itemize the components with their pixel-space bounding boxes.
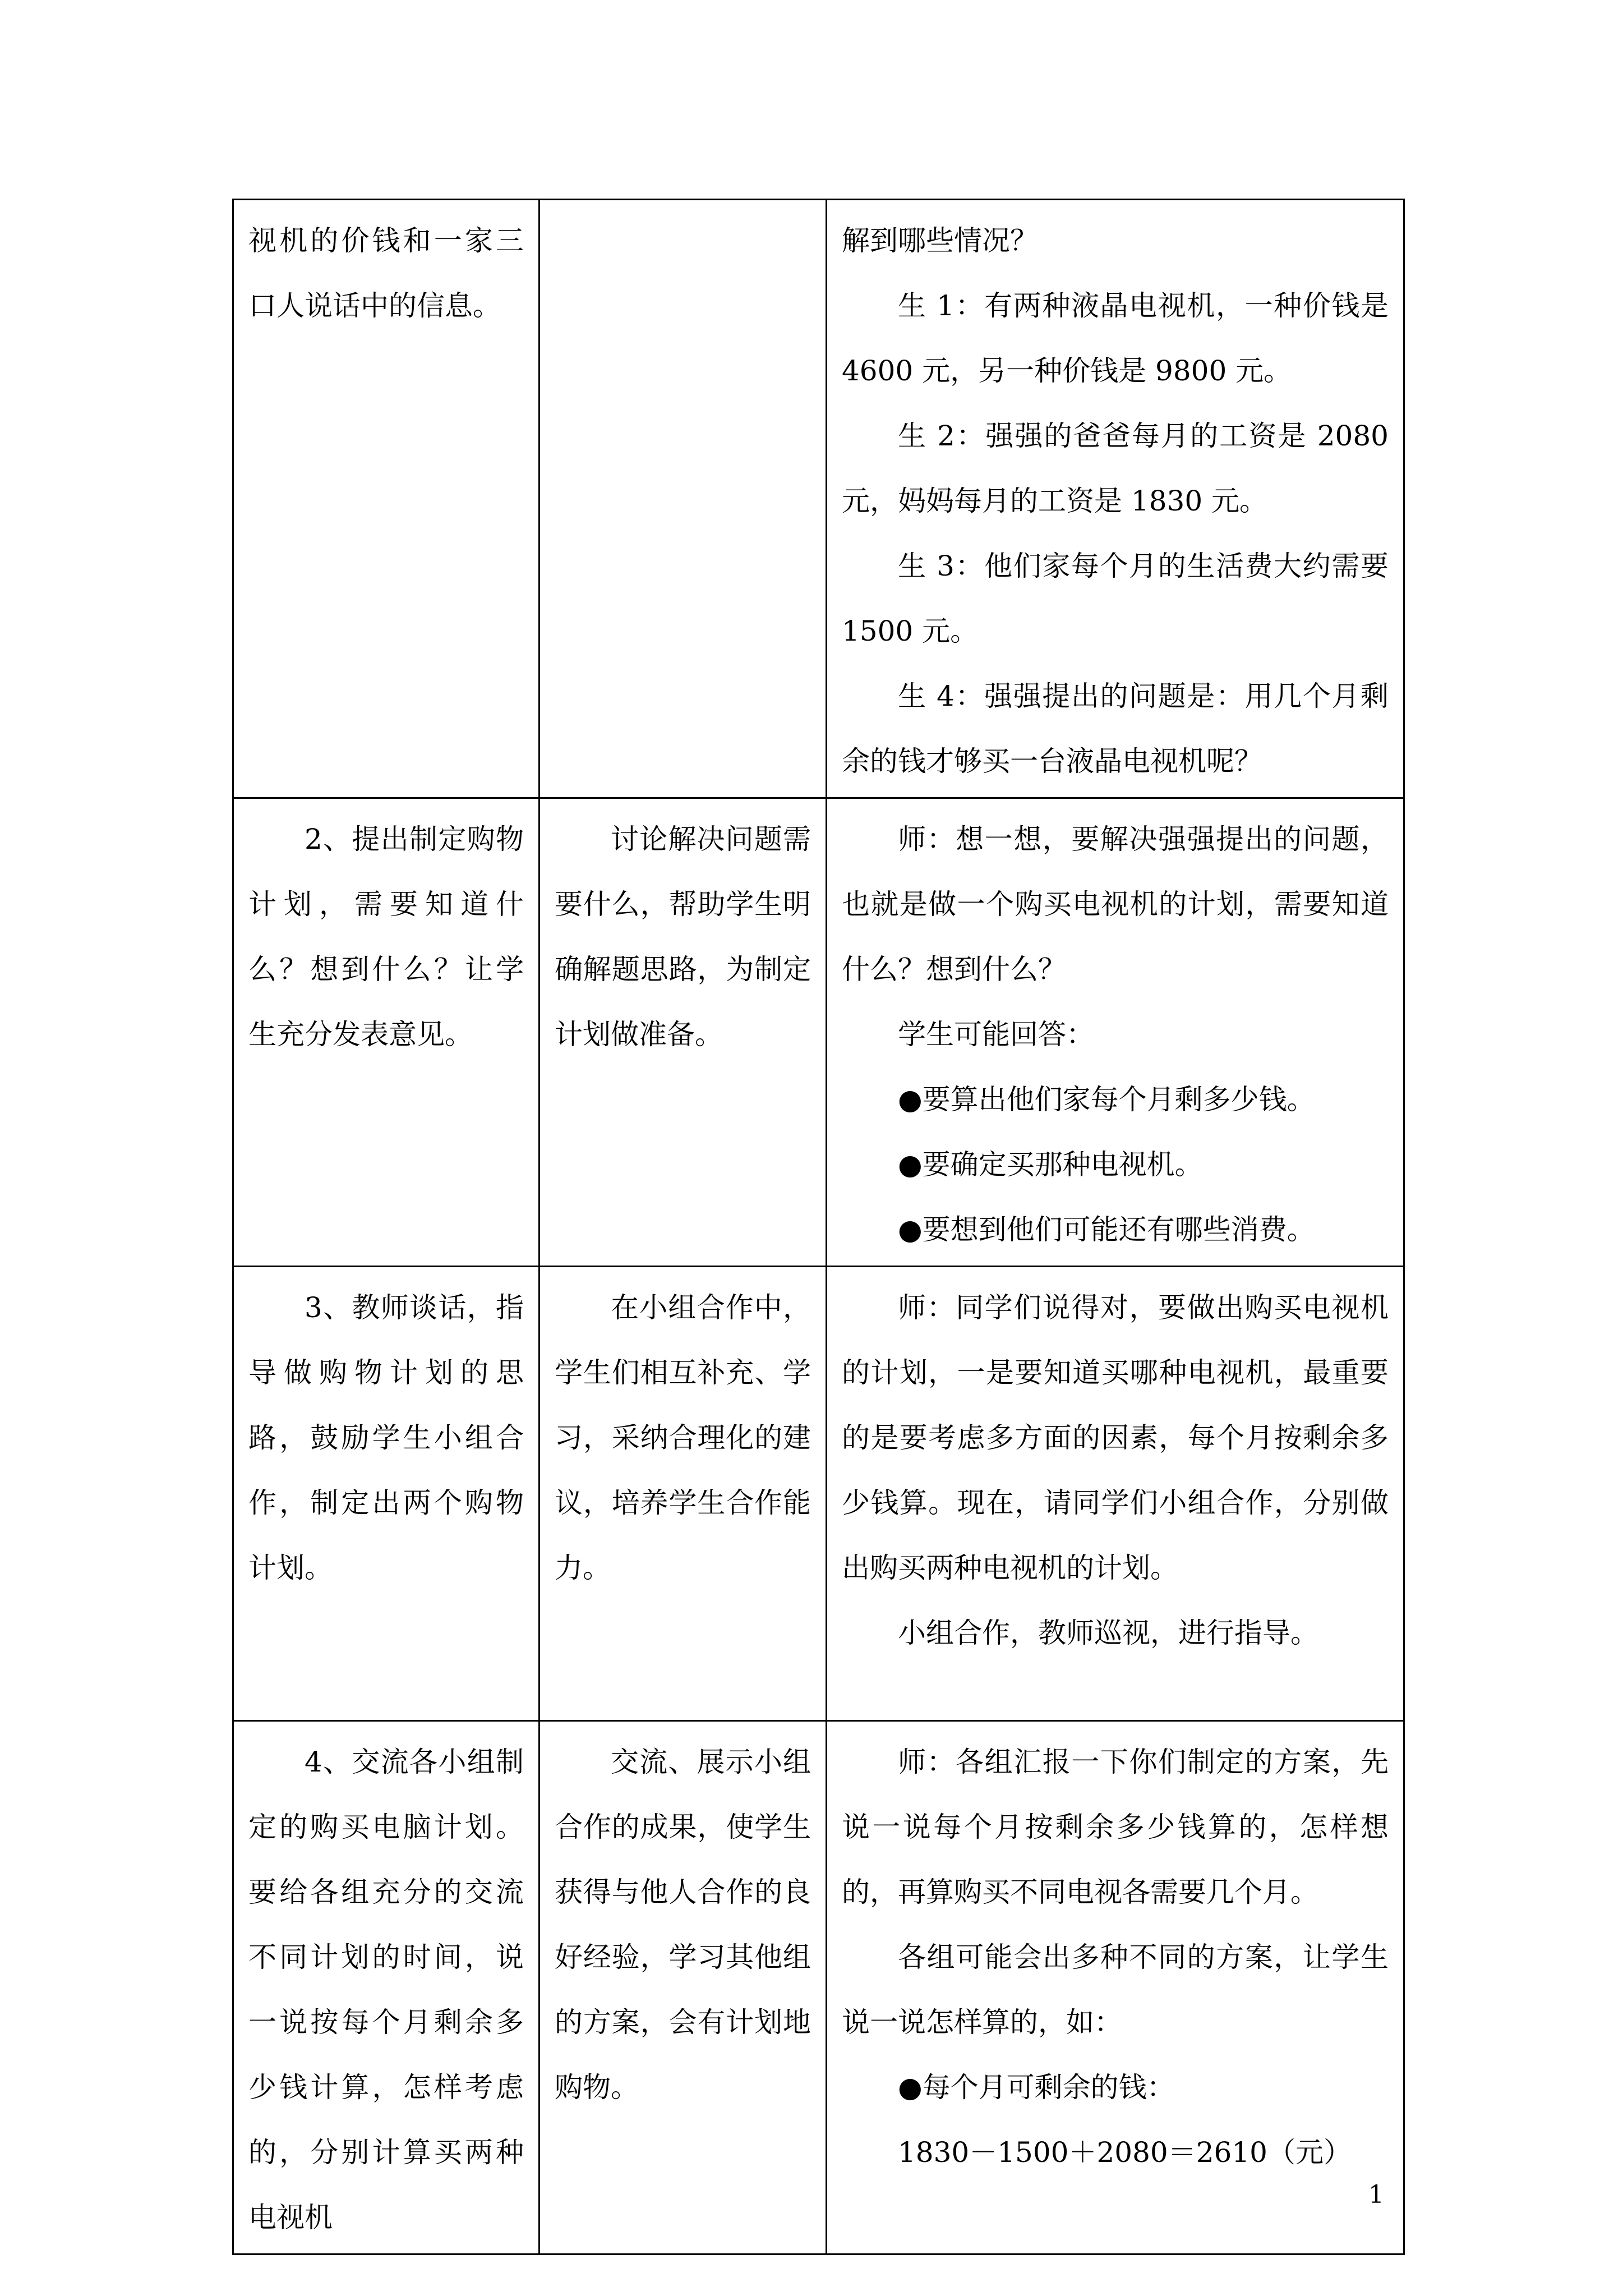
student-activity-cell	[827, 200, 1404, 798]
page-number: 1	[1368, 2180, 1384, 2209]
student-activity-cell	[827, 1267, 1404, 1721]
lesson-plan-table	[232, 199, 1405, 2255]
cell-text: 视机的价钱和一家三口人说话中的信息。	[248, 224, 524, 322]
cell-text: 讨论解决问题需要什么，帮助学生明确解题思路，为制定计划做准备。	[555, 823, 811, 1051]
table-row	[233, 1721, 1404, 2254]
design-intent-cell	[540, 1267, 827, 1721]
table-row	[233, 200, 1404, 798]
design-intent-cell	[540, 200, 827, 798]
cell-paragraph: 小组合作，教师巡视，进行指导。	[898, 1617, 1318, 1649]
cell-paragraph: 师：同学们说得对，要做出购买电视机的计划，一是要知道买哪种电视机，最重要的是要考虑多方面的因素，每个月按剩余多少钱算。现在，请同学们小组合作，分别做出购买两种电视机的计划。	[842, 1291, 1389, 1584]
table-row	[233, 1267, 1404, 1721]
cell-paragraph: 1830－1500＋2080＝2610（元）	[898, 2136, 1352, 2169]
cell-paragraph: 生 1：有两种液晶电视机，一种价钱是 4600 元，另一种价钱是 9800 元。	[842, 289, 1389, 387]
teacher-activity-cell	[233, 798, 540, 1267]
cell-paragraph: ●要确定买那种电视机。	[898, 1148, 1203, 1181]
design-intent-cell	[540, 1721, 827, 2254]
cell-text: 3、教师谈话，指导做购物计划的思路，鼓励学生小组合作，制定出两个购物计划。	[248, 1291, 524, 1584]
teacher-activity-cell	[233, 200, 540, 798]
cell-text: 4、交流各小组制定的购买电脑计划。要给各组充分的交流不同计划的时间，说一说按每个月剩余多少钱计算，怎样考虑的，分别计算买两种电视机	[248, 1746, 524, 2234]
teacher-activity-cell	[233, 1267, 540, 1721]
cell-paragraph: ●要算出他们家每个月剩多少钱。	[898, 1083, 1315, 1116]
cell-paragraph: 师：各组汇报一下你们制定的方案，先说一说每个月按剩余多少钱算的，怎样想的，再算购买不同电视各需要几个月。	[842, 1746, 1389, 1908]
student-activity-cell	[827, 1721, 1404, 2254]
cell-paragraph: 生 2：强强的爸爸每月的工资是 2080 元，妈妈每月的工资是 1830 元。	[842, 420, 1389, 517]
cell-paragraph: ●每个月可剩余的钱：	[898, 2071, 1175, 2104]
cell-paragraph: 解到哪些情况？	[842, 224, 1038, 257]
teacher-activity-cell	[233, 1721, 540, 2254]
cell-text: 在小组合作中，学生们相互补充、学习，采纳合理化的建议，培养学生合作能力。	[555, 1291, 811, 1584]
cell-paragraph: 学生可能回答：	[898, 1018, 1094, 1051]
cell-paragraph: 生 4：强强提出的问题是：用几个月剩余的钱才够买一台液晶电视机呢？	[842, 680, 1389, 777]
cell-paragraph: ●要想到他们可能还有哪些消费。	[898, 1213, 1315, 1246]
student-activity-cell	[827, 798, 1404, 1267]
cell-paragraph: 生 3：他们家每个月的生活费大约需要 1500 元。	[842, 550, 1389, 647]
cell-paragraph: 师：想一想，要解决强强提出的问题，也就是做一个购买电视机的计划，需要知道什么？想到什么？	[842, 823, 1389, 986]
cell-text: 2、提出制定购物计划，需要知道什么？想到什么？让学生充分发表意见。	[248, 823, 524, 1051]
cell-text: 交流、展示小组合作的成果，使学生获得与他人合作的良好经验，学习其他组的方案，会有计划地购物。	[555, 1746, 811, 2104]
table-row	[233, 798, 1404, 1267]
design-intent-cell	[540, 798, 827, 1267]
cell-paragraph: 各组可能会出多种不同的方案，让学生说一说怎样算的，如：	[842, 1941, 1389, 2039]
